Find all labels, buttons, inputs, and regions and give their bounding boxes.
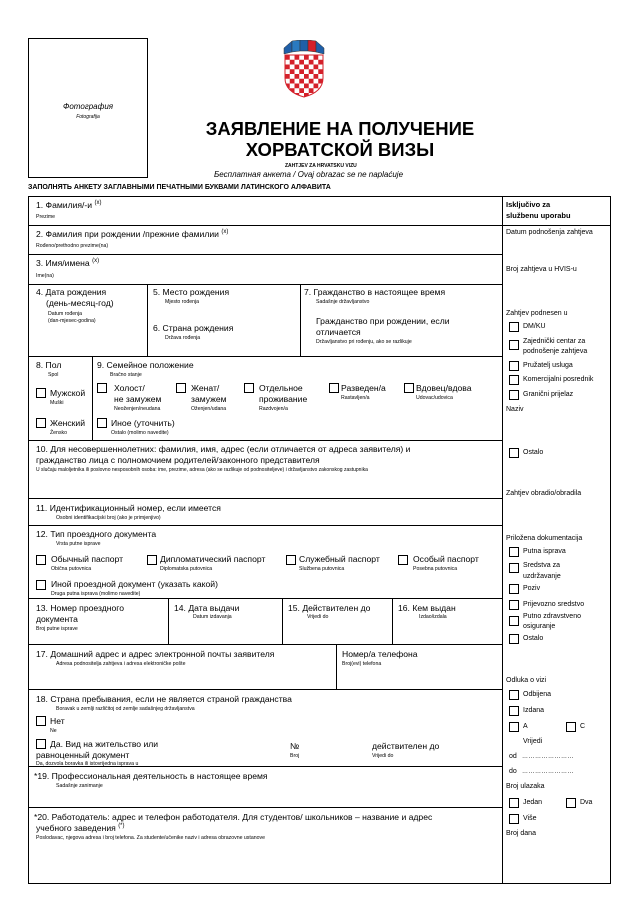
field-13-label-2: документа <box>36 614 78 624</box>
checker-square <box>299 69 304 74</box>
field-9-hr: Bračno stanje <box>110 372 142 378</box>
entries-more-label: Više <box>523 815 537 822</box>
field-8-hr: Spol <box>48 372 59 378</box>
field-19-label: *19. Профессиональная деятельность в настоящее время <box>34 771 268 781</box>
submitted-common-centre-label-2: podnošenje zahtjeva <box>523 348 588 355</box>
decision-refused-label: Odbijena <box>523 691 552 698</box>
field-19-hr: Sadašnje zanimanje <box>56 783 103 789</box>
photo-label: Фотография <box>62 102 114 111</box>
field-10-label-2: гражданство лица с полномочием родителей/законного представителя <box>36 455 320 465</box>
submitted-dmku-checkbox[interactable] <box>509 322 519 332</box>
decision-from-label: od <box>509 753 517 760</box>
field-17-phone-hr: Broj(evi) telefona <box>342 661 382 667</box>
doc-insurance-label-2: osiguranje <box>523 623 556 630</box>
passport-diplomatic-checkbox[interactable] <box>147 555 157 565</box>
field-15-hr: Vrijedi do <box>307 614 329 620</box>
status-single-label-2: не замужем <box>114 394 162 404</box>
sex-female-hr: Žensko <box>50 430 68 436</box>
passport-ordinary-label: Обычный паспорт <box>51 554 124 564</box>
field-8-label: 8. Пол <box>36 360 62 370</box>
doc-passport-checkbox[interactable] <box>509 547 519 557</box>
doc-insurance-label-1: Putno zdravstveno <box>523 613 581 620</box>
checker-square <box>285 74 290 79</box>
sidebar-attached-docs: Priložena dokumentacija <box>506 535 583 542</box>
checker-square <box>299 79 304 84</box>
status-married-checkbox[interactable] <box>176 383 186 393</box>
checker-square <box>290 79 295 84</box>
entries-one-checkbox[interactable] <box>509 798 519 808</box>
checker-square <box>309 88 314 93</box>
sidebar-processed-by: Zahtjev obradio/obradila <box>506 490 582 497</box>
field-6-hr: Država rođenja <box>165 335 201 341</box>
field-18-label: 18. Страна пребывания, если не является страной гражданства <box>36 694 292 704</box>
doc-other-checkbox[interactable] <box>509 634 519 644</box>
submitted-intermediary-checkbox[interactable] <box>509 375 519 385</box>
passport-diplomatic-hr: Diplomatska putovnica <box>160 566 213 572</box>
submitted-border-checkbox[interactable] <box>509 390 519 400</box>
doc-invitation-label: Poziv <box>523 585 541 592</box>
decision-c-label: C <box>580 723 586 730</box>
field-2-hr: Rođeno/prethodno prezime(na) <box>36 243 109 249</box>
checker-square <box>299 60 304 65</box>
entries-more-checkbox[interactable] <box>509 814 519 824</box>
field-12-hr: Vrsta putne isprave <box>56 541 101 547</box>
field-4-label-2: (день-месяц-год) <box>46 298 114 308</box>
doc-other-label: Ostalo <box>523 635 544 642</box>
status-married-label-2: замужем <box>191 394 227 404</box>
checker-square <box>314 93 319 98</box>
field-10-label-1: 10. Для несовершеннолетних: фамилия, имя, адрес (если отличается от адреса заявителя) и <box>36 444 411 454</box>
decision-valid-label: Vrijedi <box>523 738 543 745</box>
doc-means-label-1: Sredstva za <box>523 562 560 569</box>
checker-square <box>304 84 309 89</box>
doc-passport-label: Putna isprava <box>523 548 566 555</box>
residence-yes-label-2: равноценный документ <box>36 750 130 760</box>
status-single-label-1: Холост/ <box>114 383 145 393</box>
field-5-label: 5. Место рождения <box>153 287 230 297</box>
photo-label-hr: Fotografija <box>76 114 100 120</box>
field-16-hr: Izdao/izdala <box>419 614 447 620</box>
checker-square <box>304 65 309 70</box>
field-2-label: 2. Фамилия при рождении /прежние фамилии $^{(x)}$ <box>36 229 229 239</box>
field-9-label: 9. Семейное положение <box>97 360 194 370</box>
field-7-label: 7. Гражданство в настоящее время <box>304 287 446 297</box>
status-separated-label-1: Отдельное <box>259 383 303 393</box>
status-divorced-checkbox[interactable] <box>329 383 339 393</box>
status-separated-checkbox[interactable] <box>244 383 254 393</box>
doc-insurance-checkbox[interactable] <box>509 616 519 626</box>
decision-a-label: A <box>523 723 528 730</box>
field-11-hr: Osobni identifikacijski broj (ako je primjenjivo) <box>56 515 161 521</box>
checker-square <box>318 88 323 93</box>
doc-invitation-checkbox[interactable] <box>509 584 519 594</box>
sex-female-label: Женский <box>50 418 86 428</box>
field-6-label: 6. Страна рождения <box>153 323 234 333</box>
sidebar-submission-date: Datum podnošenja zahtjeva <box>506 229 593 236</box>
doc-means-label-2: uzdržavanje <box>523 573 561 580</box>
submitted-common-centre-checkbox[interactable] <box>509 340 519 350</box>
sidebar-entries: Broj ulazaka <box>506 783 545 790</box>
residence-yes-label-1: Да. Вид на жительство или <box>50 739 159 749</box>
entries-two-checkbox[interactable] <box>566 798 576 808</box>
field-16-label: 16. Кем выдан <box>398 603 456 613</box>
checker-square <box>314 65 319 70</box>
field-1-hr: Prezime <box>36 214 56 220</box>
free-notice: Бесплатная анкета / Ovaj obrazac se ne naplaćuje <box>214 170 404 179</box>
decision-issued-checkbox[interactable] <box>509 706 519 716</box>
field-17-phone-label: Номер/а телефона <box>342 649 418 659</box>
form-title-line-1: ЗАЯВЛЕНИЕ НА ПОЛУЧЕНИЕ <box>205 118 475 139</box>
residence-number-hr: Broj <box>290 753 300 759</box>
submitted-provider-checkbox[interactable] <box>509 361 519 371</box>
sex-female-checkbox[interactable] <box>36 418 46 428</box>
sex-male-hr: Muški <box>50 400 64 406</box>
residence-yes-checkbox[interactable] <box>36 739 46 749</box>
field-7-birth-hr: Državljanstvo pri rođenju, ako se razlikuje <box>316 339 412 345</box>
passport-diplomatic-label: Дипломатический паспорт <box>160 554 266 564</box>
field-14-hr: Datum izdavanja <box>193 614 232 620</box>
status-single-checkbox[interactable] <box>97 383 107 393</box>
status-single-hr: Neoženjen/neudana <box>114 406 161 412</box>
passport-ordinary-checkbox[interactable] <box>36 555 46 565</box>
passport-special-checkbox[interactable] <box>398 555 408 565</box>
field-10-hr: U slučaju maloljetnika ili poslovno nesposobnih osoba: ime, prezime, adresa (ako se razlikuje od podnositeljeve) i državljanstvo zakonskog zastupnika <box>36 467 368 473</box>
sidebar-title-2: službenu uporabu <box>506 211 571 220</box>
doc-means-checkbox[interactable] <box>509 563 519 573</box>
status-other-label: Иное (уточнить) <box>111 418 175 428</box>
field-15-label: 15. Действителен до <box>288 603 371 613</box>
field-17-hr: Adresa podnositelja zahtjeva i adresa elektroničke pošte <box>56 661 186 667</box>
status-widowed-checkbox[interactable] <box>404 383 414 393</box>
checker-square <box>295 55 300 60</box>
checker-square <box>285 55 290 60</box>
sex-male-checkbox[interactable] <box>36 388 46 398</box>
checker-square <box>290 60 295 65</box>
field-4-label-1: 4. Дата рождения <box>36 287 107 297</box>
passport-service-hr: Službena putovnica <box>299 566 345 572</box>
croatian-coat-of-arms-icon <box>283 40 325 98</box>
field-12-label: 12. Тип проездного документа <box>36 529 157 539</box>
checker-square <box>285 93 290 98</box>
doc-transport-checkbox[interactable] <box>509 600 519 610</box>
status-married-hr: Oženjen/udana <box>191 406 227 412</box>
residence-number-label: № <box>290 741 300 751</box>
field-20-label-1: *20. Работодатель: адрес и телефон работодателя. Для студентов/ школьников – название и адрес <box>34 812 433 822</box>
field-3-label: 3. Имя/имена $^{(x)}$ <box>36 258 100 268</box>
status-divorced-label: Разведен/а <box>341 383 386 393</box>
checker-square <box>314 74 319 79</box>
residence-no-hr: Ne <box>50 728 57 734</box>
decision-c-checkbox[interactable] <box>566 722 576 732</box>
status-widowed-hr: Udovac/udovica <box>416 395 453 401</box>
status-divorced-hr: Rastavljen/a <box>341 395 370 401</box>
field-1-label: 1. Фамилия/-и $^{(x)}$ <box>36 200 102 210</box>
decision-issued-label: Izdana <box>523 707 545 714</box>
checker-square <box>314 84 319 89</box>
decision-refused-checkbox[interactable] <box>509 690 519 700</box>
status-widowed-label: Вдовец/вдова <box>416 383 472 393</box>
passport-other-checkbox[interactable] <box>36 580 46 590</box>
decision-to-dots[interactable]: …………………… <box>522 769 574 775</box>
field-20-hr: Poslodavac, njegova adresa i broj telefona. Za studente/učenike naziv i adresa obrazovne ustanove <box>36 835 265 841</box>
residence-valid-label: действителен до <box>372 741 440 751</box>
sidebar-title-1: Isključivo za <box>506 200 551 209</box>
field-3-hr: Ime(na) <box>36 273 54 279</box>
entries-two-label: Dva <box>580 799 593 806</box>
checker-square <box>309 79 314 84</box>
submitted-border-label: Granični prijelaz <box>523 391 574 398</box>
checker-square <box>290 69 295 74</box>
submitted-provider-label: Pružatelj usluga <box>523 362 573 369</box>
sidebar-visa-decision: Odluka o vizi <box>506 677 547 684</box>
field-13-label-1: 13. Номер проездного <box>36 603 124 613</box>
sidebar-days: Broj dana <box>506 830 536 837</box>
submitted-other-checkbox[interactable] <box>509 448 519 458</box>
checker-square <box>318 79 323 84</box>
status-married-label-1: Женат/ <box>191 383 220 393</box>
sex-male-label: Мужской <box>50 388 86 398</box>
submitted-dmku-label: DM/KU <box>523 323 546 330</box>
fill-instruction: ЗАПОЛНЯТЬ АНКЕТУ ЗАГЛАВНЫМИ ПЕЧАТНЫМИ БУКВАМИ ЛАТИНСКОГО АЛФАВИТА <box>28 184 331 191</box>
passport-service-label: Служебный паспорт <box>299 554 380 564</box>
submitted-intermediary-label: Komercijalni posrednik <box>523 376 594 383</box>
passport-other-label: Иной проездной документ (указать какой) <box>51 579 218 589</box>
residence-valid-hr: Vrijedi do <box>372 753 394 759</box>
checker-square <box>299 88 304 93</box>
submitted-common-centre-label-1: Zajednički centar za <box>523 338 586 345</box>
form-subtitle-hr: ZAHTJEV ZA HRVATSKU VIZU <box>285 163 357 169</box>
checker-square <box>318 60 323 65</box>
passport-service-checkbox[interactable] <box>286 555 296 565</box>
sidebar-naziv: Naziv <box>506 406 524 413</box>
field-13-hr: Broj putne isprave <box>36 626 78 632</box>
checker-square <box>304 74 309 79</box>
doc-transport-label: Prijevozno sredstvo <box>523 601 585 608</box>
field-7-hr: Sadašnje državljanstvo <box>316 299 370 305</box>
sidebar-request-number: Broj zahtjeva u HVIS-u <box>506 266 577 273</box>
field-4-hr-2: (dan-mjesec-godina) <box>48 318 96 324</box>
residence-yes-hr: Da, dozvola boravka ili istovrijedna isprava u <box>36 761 139 767</box>
checker-square <box>295 74 300 79</box>
passport-other-hr: Druga putna isprava (molimo navedite) <box>51 591 141 597</box>
status-other-checkbox[interactable] <box>97 418 107 428</box>
field-5-hr: Mjesto rođenja <box>165 299 200 305</box>
entries-one-label: Jedan <box>523 799 543 806</box>
field-4-hr-1: Datum rođenja <box>48 311 83 317</box>
field-7-birth-label-1: Гражданство при рождении, если <box>316 316 450 326</box>
checker-square <box>285 65 290 70</box>
checker-square <box>295 84 300 89</box>
checker-square <box>309 60 314 65</box>
status-other-hr: Ostalo (molimo navedite) <box>111 430 169 436</box>
submitted-other-label: Ostalo <box>523 449 544 456</box>
passport-ordinary-hr: Obična putovnica <box>51 566 92 572</box>
checker-square <box>309 69 314 74</box>
field-7-birth-label-2: отличается <box>316 327 361 337</box>
field-20-label-2: учебного заведения (*) <box>36 823 125 833</box>
checker-square <box>318 69 323 74</box>
form-title-line-2: ХОРВАТСКОЙ ВИЗЫ <box>245 139 435 160</box>
field-18-hr: Boravak u zemlji različitoj od zemlje sadašnjeg državljanstva <box>56 706 195 712</box>
checker-square <box>314 55 319 60</box>
residence-no-label: Нет <box>50 716 65 726</box>
field-17-label: 17. Домашний адрес и адрес электронной почты заявителя <box>36 649 275 659</box>
decision-from-dots[interactable]: …………………… <box>522 754 574 760</box>
status-separated-hr: Razdvojen/a <box>259 406 288 412</box>
checker-square <box>304 55 309 60</box>
checker-square <box>295 65 300 70</box>
passport-special-hr: Posebna putovnica <box>413 566 458 572</box>
decision-a-checkbox[interactable] <box>509 722 519 732</box>
field-14-label: 14. Дата выдачи <box>174 603 240 613</box>
field-11-label: 11. Идентификационный номер, если имеется <box>36 503 221 513</box>
decision-to-label: do <box>509 768 517 775</box>
status-separated-label-2: проживание <box>259 394 308 404</box>
passport-special-label: Особый паспорт <box>413 554 479 564</box>
residence-no-checkbox[interactable] <box>36 716 46 726</box>
sidebar-submitted-at: Zahtjev podnesen u <box>506 310 568 317</box>
